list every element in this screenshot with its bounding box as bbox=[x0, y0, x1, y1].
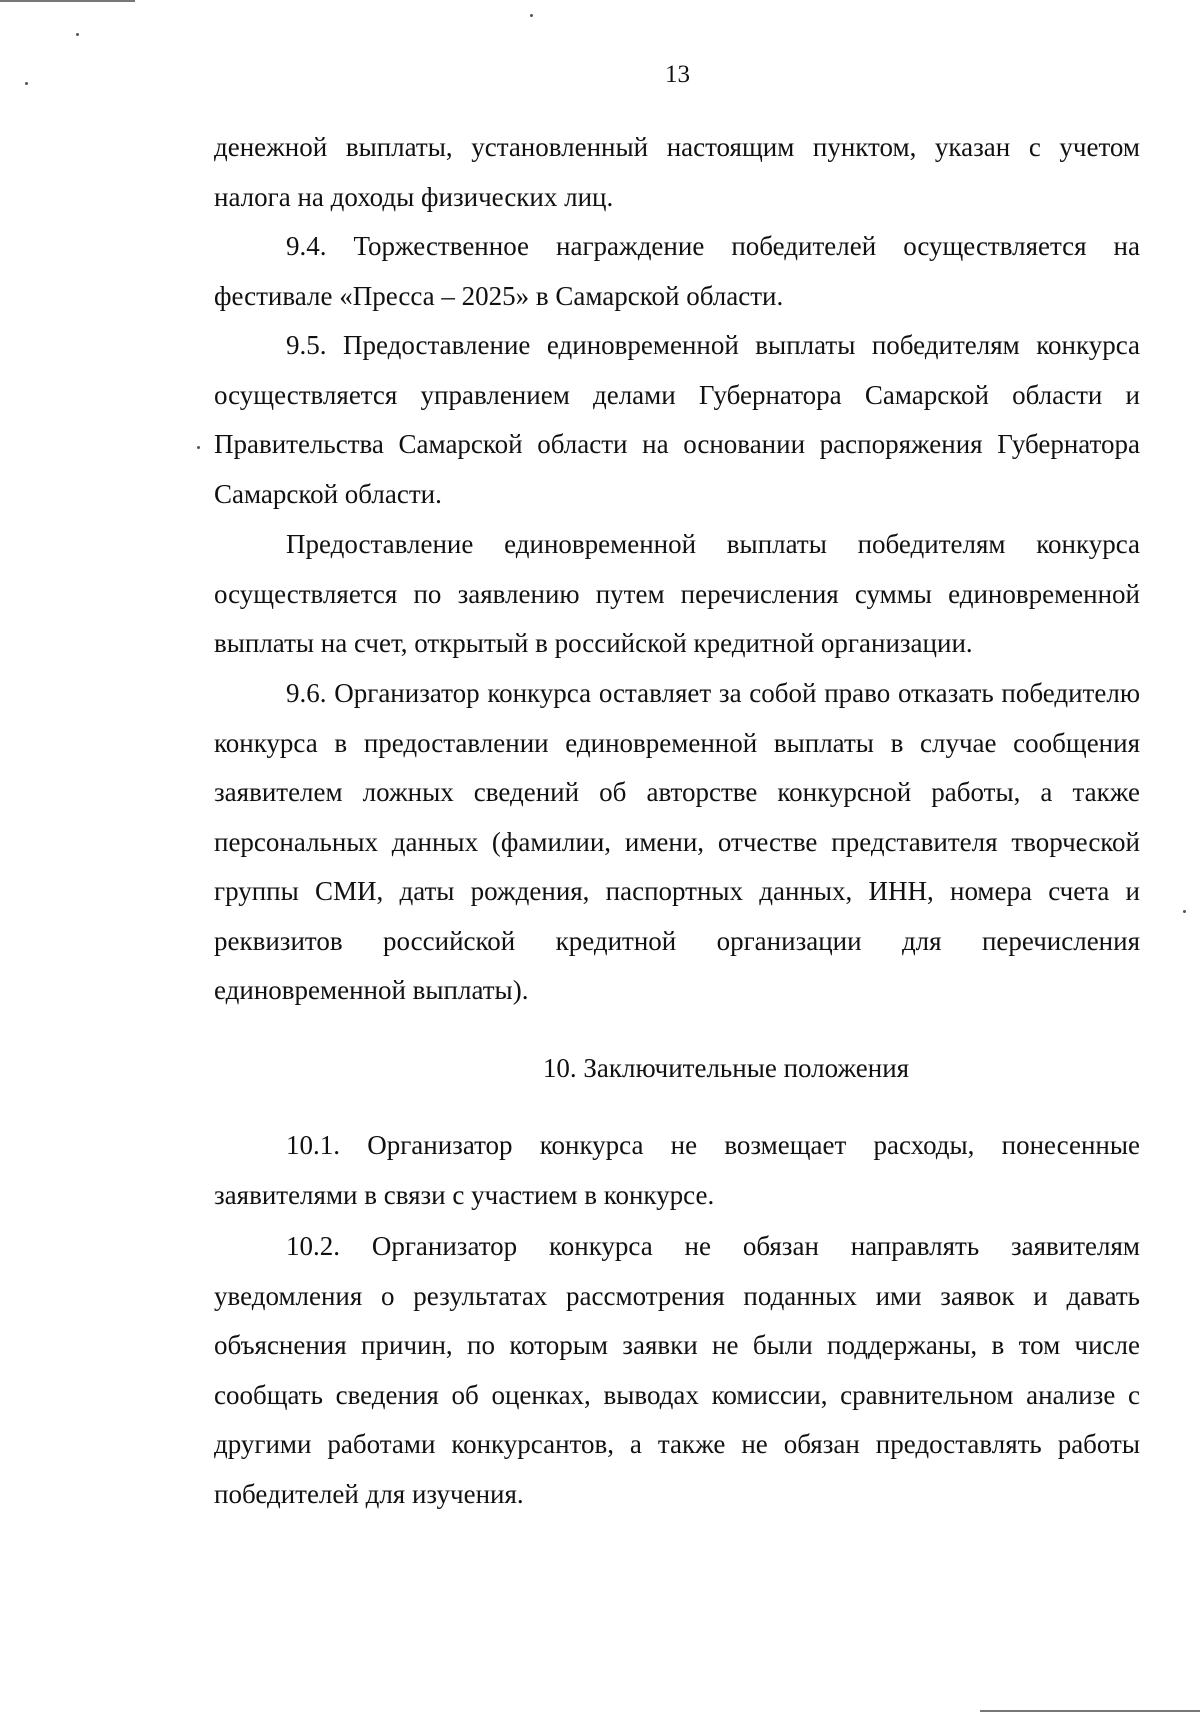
scan-speck bbox=[1183, 910, 1186, 913]
paragraph-10-1: 10.1. Организатор конкурса не возмещает расходы, понесенные заявителями в связи с участием в конкурсе. bbox=[214, 1130, 1140, 1210]
paragraph-continuation: денежной выплаты, установленный настоящим пунктом, указан с учетом налога на доходы физических лиц. bbox=[214, 132, 1140, 212]
paragraph-9-5: 9.5. Предоставление единовременной выплаты победителям конкурса осуществляется управлением делами Губернатора Самарской области и Правительства Самарской области на основании распоряжения Губернатора Самарской области. bbox=[214, 330, 1140, 509]
paragraph-9-6: 9.6. Организатор конкурса оставляет за собой право отказать победителю конкурса в предоставлении единовременной выплаты в случае сообщения заявителем ложных сведений об авторстве конкурсной работы, а также персональных данных (фамилии, имени, отчестве представителя творческой группы СМИ, даты рождения, паспортных данных, ИНН, номера счета и реквизитов российской кредитной организации для перечисления единовременной выплаты). bbox=[214, 678, 1140, 1005]
scan-edge-top bbox=[0, 0, 135, 2]
paragraph-9-5-cont: Предоставление единовременной выплаты победителям конкурса осуществляется по заявлению путем перечисления суммы единовременной выплаты на счет, открытый в российской кредитной организации. bbox=[214, 529, 1140, 658]
scan-speck bbox=[197, 446, 200, 449]
scan-speck bbox=[76, 33, 79, 36]
paragraph-10-2: 10.2. Организатор конкурса не обязан направлять заявителям уведомления о результатах рассмотрения поданных ими заявок и давать объяснения причин, по которым заявки не были поддержаны, в том числе сообщать сведения об оценках, выводах комиссии, сравнительном анализе с другими работами конкурсантов, а также не обязан предоставлять работы победителей для изучения. bbox=[214, 1231, 1140, 1509]
page-number: 13 bbox=[665, 61, 690, 88]
paragraph-9-4: 9.4. Торжественное награждение победителей осуществляется на фестивале «Пресса – 2025» в Самарской области. bbox=[214, 231, 1140, 311]
scan-speck bbox=[530, 14, 533, 17]
section-heading: 10. Заключительные положения bbox=[542, 1053, 910, 1083]
scan-edge-bottom bbox=[980, 1710, 1200, 1712]
